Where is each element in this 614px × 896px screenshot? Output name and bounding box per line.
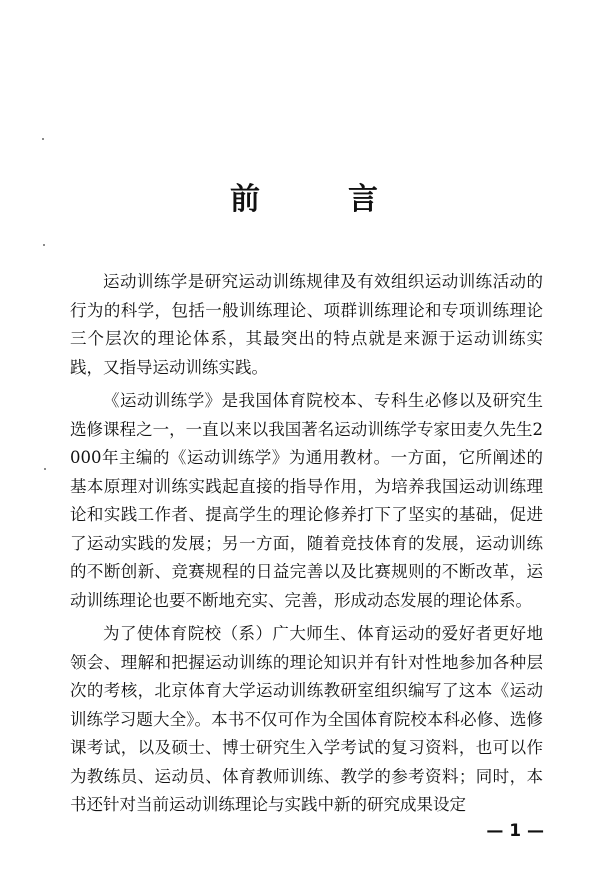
scan-speck <box>42 138 44 140</box>
scan-speck <box>43 244 45 246</box>
paragraph-2: 《运动训练学》是我国体育院校本、专科生必修以及研究生选修课程之一，一直以来以我国著名运动训练学专家田麦久先生2000年主编的《运动训练学》为通用教材。一方面，它所阐述的基本原理对训练实践起直接的指导作用，为培养我国运动训练理论和实践工作者、提高学生的理论修养打下了坚实的基础，促进了运动实践的发展；另一方面，随着竞技体育的发展，运动训练的不断创新、竞赛规程的日益完善以及比赛规则的不断改革，运动训练理论也要不断地充实、完善，形成动态发展的理论体系。 <box>70 391 543 610</box>
page-title <box>230 182 378 218</box>
body-text <box>70 268 543 820</box>
page-number: — 1 — <box>486 821 544 841</box>
title-char-1: 前 <box>230 182 260 217</box>
paragraph-1: 运动训练学是研究运动训练规律及有效组织运动训练活动的行为的科学，包括一般训练理论、项群训练理论和专项训练理论三个层次的理论体系，其最突出的特点就是来源于运动训练实践，又指导运动训练实践。 <box>70 272 543 377</box>
scan-speck <box>44 468 46 470</box>
paragraph-3: 为了使体育院校（系）广大师生、体育运动的爱好者更好地领会、理解和把握运动训练的理论知识并有针对性地参加各种层次的考核，北京体育大学运动训练教研室组织编写了这本《运动训练学习题大全》。本书不仅可作为全国体育院校本科必修、选修课考试，以及硕士、博士研究生入学考试的复习资料，也可以作为教练员、运动员、体育教师训练、教学的参考资料；同时，本书还针对当前运动训练理论与实践中新的研究成果设定 <box>70 624 543 814</box>
title-char-2: 言 <box>348 182 378 217</box>
